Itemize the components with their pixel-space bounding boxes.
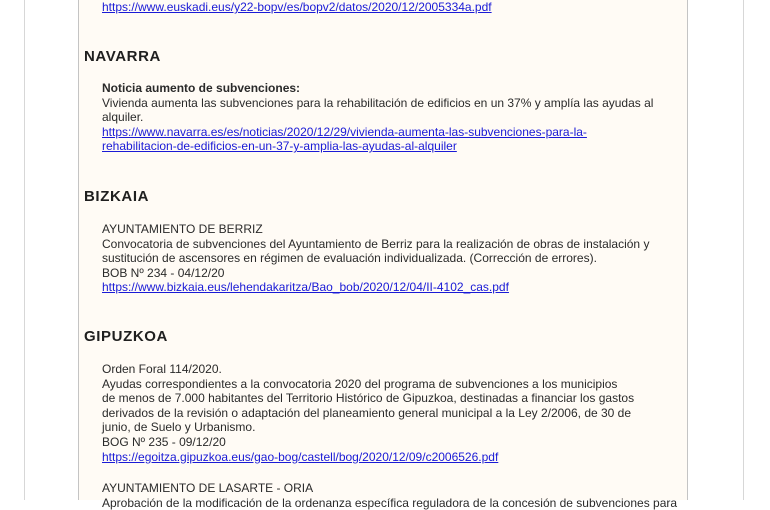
gipuzkoa-text-line: Orden Foral 114/2020.: [102, 362, 222, 376]
bizkaia-text-line: sustitución de ascensores en régimen de evaluación individualizada. (Corrección de errores).: [102, 251, 597, 266]
navarra-section: [102, 81, 672, 154]
gipuzkoa-bog-link[interactable]: https://egoitza.gipuzkoa.eus/gao-bog/castell/bog/2020/12/09/c2006526.pdf: [102, 449, 499, 464]
gipuzkoa-heading: GIPUZKOA: [84, 328, 168, 345]
bizkaia-bob-link[interactable]: https://www.bizkaia.eus/lehendakaritza/Bao_bob/2020/12/04/II-4102_cas.pdf: [102, 280, 509, 295]
gipuzkoa-text-line: BOG Nº 235 - 09/12/20: [102, 434, 226, 449]
lasarte-text-line: Aprobación de la modificación de la ordenanza específica reguladora de la concesión de subvenciones para: [102, 495, 678, 510]
navarra-text-line: alquiler.: [102, 110, 144, 125]
gipuzkoa-text-line: derivados de la revisión o adaptación del planeamiento general municipal a la Ley 2/2006, de 30 de: [102, 405, 632, 420]
euskadi-section-tail: [102, 0, 672, 15]
gipuzkoa-text-line: junio, de Suelo y Urbanismo.: [102, 420, 256, 435]
navarra-text-line: Vivienda aumenta las subvenciones para la rehabilitación de edificios en un 37% y amplía las ayudas al: [102, 95, 654, 110]
bizkaia-section: [102, 222, 672, 295]
lasarte-section: [102, 481, 678, 510]
navarra-news-title: Noticia aumento de subvenciones:: [102, 81, 301, 95]
bizkaia-text-line: BOB Nº 234 - 04/12/20: [102, 265, 225, 280]
bizkaia-heading: BIZKAIA: [84, 188, 150, 205]
bizkaia-text-line: Convocatoria de subvenciones del Ayuntamiento de Berriz para la realización de obras de instalación y: [102, 236, 650, 251]
gipuzkoa-section: [102, 362, 672, 464]
navarra-news-link[interactable]: https://www.navarra.es/es/noticias/2020/12/29/vivienda-aumenta-las-subvenciones-para-la-: [102, 124, 587, 139]
document-page: [78, 0, 688, 510]
navarra-news-link[interactable]: rehabilitacion-de-edificios-en-un-37-y-amplia-las-ayudas-al-alquiler: [102, 139, 457, 154]
euskadi-bopv-link[interactable]: https://www.euskadi.eus/y22-bopv/es/bopv2/datos/2020/12/2005334a.pdf: [102, 0, 492, 14]
gipuzkoa-text-line: Ayudas correspondientes a la convocatoria 2020 del programa de subvenciones a los municipios: [102, 376, 618, 391]
navarra-heading: NAVARRA: [84, 48, 161, 65]
lasarte-text-line: AYUNTAMIENTO DE LASARTE - ORIA: [102, 481, 314, 495]
gipuzkoa-text-line: de menos de 7.000 habitantes del Territorio Histórico de Gipuzkoa, destinadas a financiar los gastos: [102, 391, 635, 406]
document-viewer: [24, 0, 744, 510]
bizkaia-text-line: AYUNTAMIENTO DE BERRIZ: [102, 222, 263, 236]
